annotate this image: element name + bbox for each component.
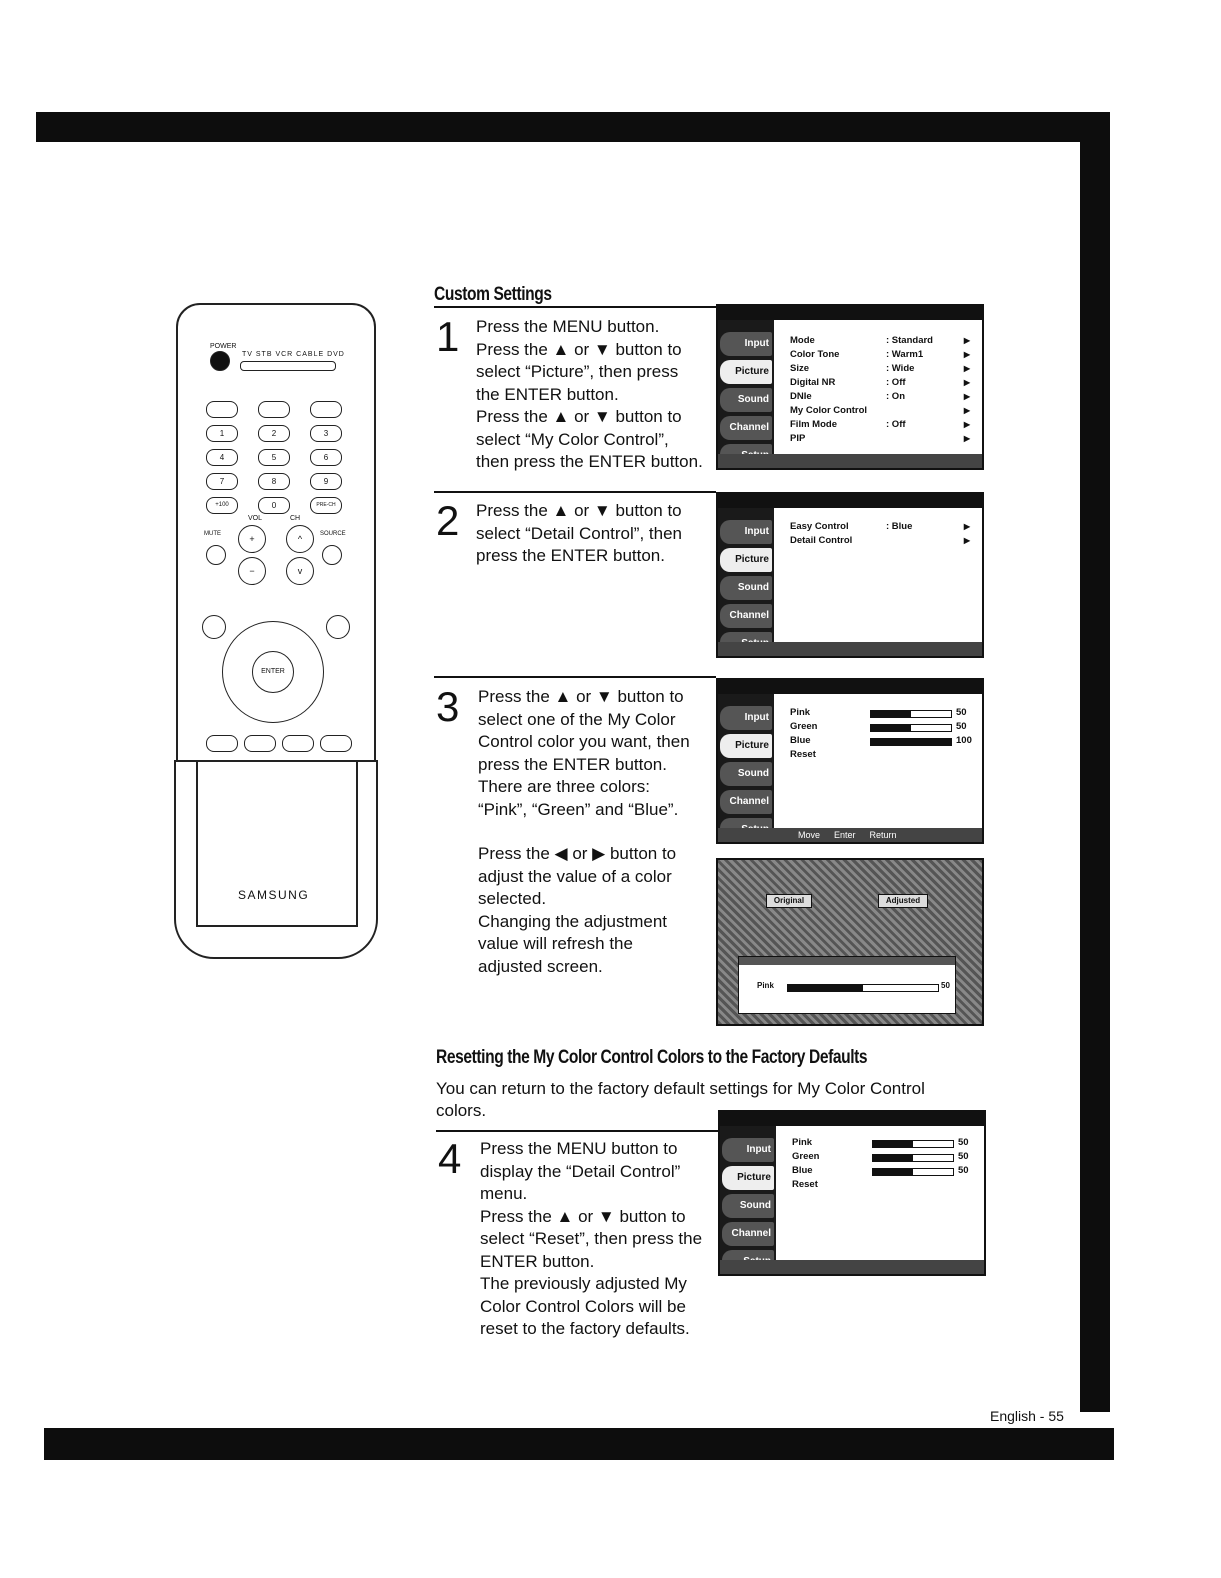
vol-down-icon: − — [238, 557, 266, 585]
remote-button — [282, 735, 314, 752]
slider-track — [870, 724, 952, 732]
arrow-right-icon: ▶ — [963, 434, 970, 443]
menu-row: DNIe : On ▶ — [790, 391, 970, 402]
my-color-screen — [716, 492, 984, 658]
slider-fill — [871, 739, 951, 745]
slider-track — [870, 738, 952, 746]
menu-row: Digital NR : Off ▶ — [790, 377, 970, 388]
num-button: 2 — [258, 425, 290, 442]
foot-move: Move — [798, 830, 821, 840]
step-rule — [434, 676, 716, 678]
num-button: 1 — [206, 425, 238, 442]
menu-row: Reset — [792, 1179, 818, 1190]
foot-return: Return — [869, 830, 897, 840]
step-line: select “Reset”, then press the — [480, 1229, 703, 1248]
original-label: Original — [766, 894, 812, 908]
step-line: Press the MENU button to — [480, 1139, 678, 1158]
step-line: The previously adjusted My — [480, 1274, 687, 1293]
side-item: Input — [722, 1138, 774, 1162]
intro-line: You can return to the factory default settings for My Color Control — [436, 1079, 925, 1098]
menu-row: Mode : Standard ▶ — [790, 335, 970, 346]
side-item: Sound — [720, 576, 772, 600]
menu-row: Size : Wide ▶ — [790, 363, 970, 374]
side-item: Picture — [720, 360, 772, 384]
step-line: press the ENTER button. — [476, 546, 665, 565]
side-item: Channel — [720, 416, 772, 440]
compare-screen — [716, 858, 984, 1026]
mute-icon — [206, 545, 226, 565]
num-button: 4 — [206, 449, 238, 466]
side-item: Channel — [720, 790, 772, 814]
step-line: Control color you want, then — [478, 732, 690, 751]
slider-fill — [871, 711, 911, 717]
step-line: press the ENTER button. — [478, 754, 667, 774]
step-line: ENTER button. — [480, 1251, 595, 1271]
slider-track — [872, 1168, 954, 1176]
side-item: Sound — [722, 1194, 774, 1218]
slider-fill — [873, 1155, 913, 1161]
power-label: POWER — [210, 343, 237, 350]
step-rule — [436, 1130, 718, 1132]
step-line: select “Detail Control”, then — [476, 523, 682, 543]
slider-track — [870, 710, 952, 718]
mode-labels: TV STB VCR CABLE DVD — [242, 351, 345, 358]
arrow-right-icon: ▶ — [963, 350, 970, 359]
step-number: 4 — [438, 1135, 462, 1182]
source-button — [322, 545, 342, 565]
menu-icon — [202, 615, 226, 639]
num-button: 5 — [258, 449, 290, 466]
side-item: Input — [720, 332, 772, 356]
step-line: Press the ▲ or ▼ button to — [476, 501, 682, 520]
step-line: select “My Color Control”, — [476, 429, 669, 449]
slider-row: Green 50 — [792, 1151, 969, 1162]
step-line: reset to the factory defaults. — [480, 1319, 690, 1338]
intro-line: colors. — [436, 1101, 487, 1120]
step-line: value will refresh the — [478, 934, 633, 953]
detail-reset-screen — [718, 1110, 986, 1276]
step-line: selected. — [478, 889, 547, 908]
compare-slider-label: Pink — [757, 981, 774, 990]
menu-row: Reset — [790, 749, 816, 760]
screen-header — [720, 1112, 984, 1126]
num-button: PRE-CH — [310, 497, 342, 514]
step-line: There are three colors: — [478, 777, 650, 796]
menu-row: Detail Control ▶ — [790, 535, 970, 546]
side-item: Input — [720, 706, 772, 730]
ch-label: CH — [290, 515, 301, 522]
vol-label: VOL — [248, 515, 263, 522]
slider-row: Blue 50 — [792, 1165, 969, 1176]
step-number: 1 — [436, 313, 460, 360]
power-button — [210, 351, 230, 371]
num-button: +100 — [206, 497, 238, 514]
slider-row: Pink 50 — [792, 1137, 969, 1148]
screen-header — [718, 494, 982, 508]
remote-button — [244, 735, 276, 752]
slider-fill — [873, 1141, 913, 1147]
top-bar — [36, 112, 1110, 142]
slider-fill — [873, 1169, 913, 1175]
exit-icon — [326, 615, 350, 639]
side-item: Input — [720, 520, 772, 544]
slider-row: Blue 100 — [790, 735, 972, 746]
step-line: the ENTER button. — [476, 384, 619, 404]
picture-menu-rows — [790, 334, 974, 446]
adjusted-label: Adjusted — [878, 894, 928, 908]
step-2-text — [476, 500, 716, 568]
step-line: Press the ◀ or ▶ button to — [478, 844, 677, 863]
my-color-rows — [790, 520, 974, 548]
step-line: Press the MENU button. — [476, 317, 660, 336]
side-item: Channel — [722, 1222, 774, 1246]
mode-switch — [240, 361, 336, 371]
remote-brand: SAMSUNG — [238, 888, 310, 902]
arrow-right-icon: ▶ — [963, 420, 970, 429]
arrow-right-icon: ▶ — [963, 392, 970, 401]
slider-track — [872, 1140, 954, 1148]
step-line: select “Picture”, then press — [476, 362, 679, 381]
right-bar — [1080, 112, 1110, 1412]
num-button: 8 — [258, 473, 290, 490]
screen-footer — [718, 454, 982, 468]
slider-fill — [788, 985, 863, 991]
detail-reset-rows — [792, 1136, 980, 1192]
remote-button — [320, 735, 352, 752]
screen-sidebar — [718, 508, 774, 642]
vol-up-icon: + — [238, 525, 266, 553]
screen-footer — [718, 642, 982, 656]
slider-row: Green 50 — [790, 721, 967, 732]
arrow-right-icon: ▶ — [963, 336, 970, 345]
remote-button — [258, 401, 290, 418]
side-item: Picture — [720, 548, 772, 572]
arrow-right-icon: ▶ — [963, 364, 970, 373]
remote-button — [206, 401, 238, 418]
step-rule — [434, 491, 716, 493]
picture-menu-screen — [716, 304, 984, 470]
step-line: Press the ▲ or ▼ button to — [480, 1206, 686, 1226]
step-line: Press the ▲ or ▼ button to — [476, 407, 682, 426]
step-number: 2 — [436, 497, 460, 544]
menu-row: Easy Control : Blue ▶ — [790, 521, 970, 532]
slider-fill — [871, 725, 911, 731]
arrow-right-icon: ▶ — [963, 522, 970, 531]
detail-control-screen — [716, 678, 984, 844]
arrow-right-icon: ▶ — [963, 378, 970, 387]
step-line: select one of the My Color — [478, 709, 676, 729]
foot-enter: Enter — [834, 830, 856, 840]
ch-up-icon: ^ — [286, 525, 314, 553]
slider-row: Pink 50 — [790, 707, 967, 718]
step-line: Press the ▲ or ▼ button to — [476, 339, 682, 359]
page-number: English - 55 — [990, 1408, 1064, 1424]
menu-row: PIP ▶ — [790, 433, 970, 444]
step-line: Press the ▲ or ▼ button to — [478, 687, 684, 706]
screen-sidebar — [718, 694, 774, 828]
enter-button: ENTER — [252, 651, 294, 693]
num-button: 0 — [258, 497, 290, 514]
section-title: Custom Settings — [434, 284, 552, 305]
section-title: Resetting the My Color Control Colors to the Factory Defaults — [436, 1047, 868, 1068]
screen-sidebar — [718, 320, 774, 454]
step-4-text — [480, 1138, 720, 1341]
step-3-text — [478, 686, 718, 821]
bottom-bar — [44, 1428, 1114, 1460]
num-button: 7 — [206, 473, 238, 490]
step-1-text — [476, 316, 716, 474]
step-line: Color Control Colors will be — [480, 1296, 686, 1316]
step-line: adjusted screen. — [478, 956, 603, 976]
side-item: Sound — [720, 388, 772, 412]
num-button: 6 — [310, 449, 342, 466]
slider-track — [787, 984, 939, 992]
side-item: Picture — [722, 1166, 774, 1190]
menu-row: Film Mode : Off ▶ — [790, 419, 970, 430]
side-item: Channel — [720, 604, 772, 628]
mute-label: MUTE — [204, 531, 221, 537]
menu-row: Color Tone : Warm1 ▶ — [790, 349, 970, 360]
screen-footer — [720, 1260, 984, 1274]
step-line: then press the ENTER button. — [476, 452, 703, 471]
screen-sidebar — [720, 1126, 776, 1260]
panel-header — [739, 957, 955, 965]
step-line: adjust the value of a color — [478, 866, 672, 886]
screen-header — [718, 306, 982, 320]
side-item: Picture — [720, 734, 772, 758]
compare-slider-panel — [738, 956, 956, 1014]
step-line: Changing the adjustment — [478, 911, 668, 931]
side-item: Sound — [720, 762, 772, 786]
menu-row: My Color Control ▶ — [790, 405, 970, 416]
num-button: 3 — [310, 425, 342, 442]
ch-down-icon: v — [286, 557, 314, 585]
compare-slider-num: 50 — [941, 981, 950, 990]
screen-footer — [718, 828, 982, 842]
arrow-right-icon: ▶ — [963, 406, 970, 415]
screen-header — [718, 680, 982, 694]
step-3-text-2 — [478, 843, 714, 978]
step-number: 3 — [436, 683, 460, 730]
num-button: 9 — [310, 473, 342, 490]
source-label: SOURCE — [320, 531, 346, 537]
step-line: display the “Detail Control” — [480, 1161, 681, 1181]
arrow-right-icon: ▶ — [963, 536, 970, 545]
detail-rows — [790, 706, 978, 762]
remote-button — [206, 735, 238, 752]
step-line: menu. — [480, 1184, 528, 1203]
remote-button — [310, 401, 342, 418]
slider-track — [872, 1154, 954, 1162]
step-line: “Pink”, “Green” and “Blue”. — [478, 799, 679, 819]
